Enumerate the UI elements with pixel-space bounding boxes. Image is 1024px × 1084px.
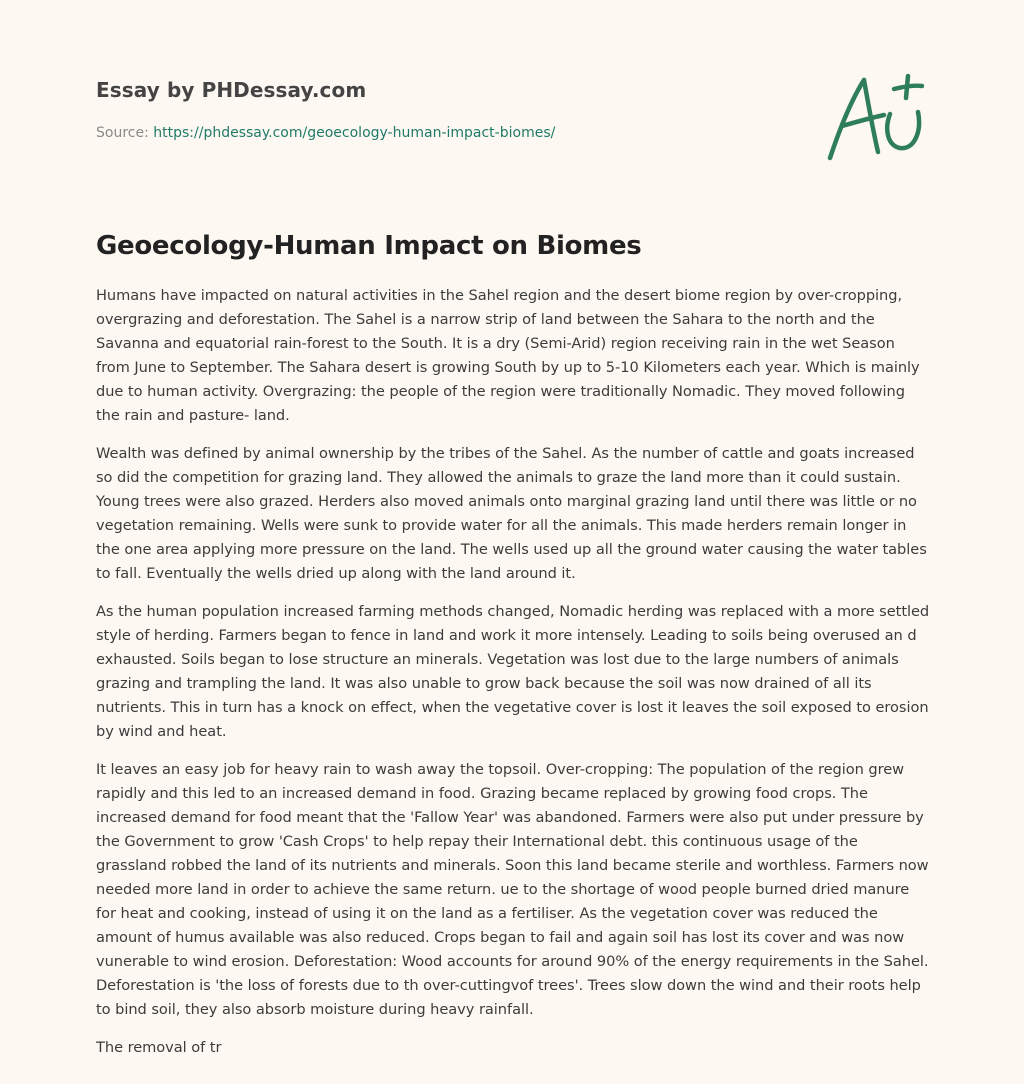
page-header [96,76,796,143]
paragraph-truncated: The removal of tr [96,1039,222,1056]
source-label: Source: [96,125,154,141]
paragraph: Wealth was defined by animal ownership by the tribes of the Sahel. As the number of cattle and goats increased so did the competition for grazing land. They allowed the animals to graze the land more than it could sustain. Young trees were also grazed. Herders also moved animals onto marginal grazing land until there was little or no vegetation remaining. Wells were sunk to provide water for all the animals. This made herders remain longer in the one area applying more pressure on the land. The wells used up all the ground water causing the water tables to fall. Eventually the wells dried up along with the land around it. [96,445,927,582]
paragraph: As the human population increased farming methods changed, Nomadic herding was replaced with a more settled style of herding. Farmers began to fence in land and work it more intensely. Leading to soils being overused an d exhausted. Soils began to lose structure an minerals. Vegetation was lost due to the large numbers of animals grazing and trampling the land. It was also unable to grow back because the soil was now drained of all its nutrients. This in turn has a knock on effect, when the vegetative cover is lost it leaves the soil exposed to erosion by wind and heat. [96,603,930,740]
source-link[interactable]: https://phdessay.com/geoecology-human-impact-biomes/ [153,125,556,141]
a-plus-grade-icon [822,68,932,164]
article-body [96,284,932,1074]
paragraph: Humans have impacted on natural activities in the Sahel region and the desert biome region by over-cropping, overgrazing and deforestation. The Sahel is a narrow strip of land between the Sahara to the north and the Savanna and equatorial rain-forest to the South. It is a dry (Semi-Arid) region receiving rain in the wet Season from June to September. The Sahara desert is growing South by up to 5-10 Kilometers each year. Which is mainly due to human activity. Overgrazing: the people of the region were traditionally Nomadic. They moved following the rain and pasture- land. [96,287,920,424]
site-brand: Essay by PHDessay.com [96,78,367,102]
source-line [96,123,796,143]
paragraph: It leaves an easy job for heavy rain to wash away the topsoil. Over-cropping: The population of the region grew rapidly and this led to an increased demand in food. Grazing became replaced by growing food crops. The increased demand for food meant that the 'Fallow Year' was abandoned. Farmers were also put under pressure by the Government to grow 'Cash Crops' to help repay their International debt. this continuous usage of the grassland robbed the land of its nutrients and minerals. Soon this land became sterile and worthless. Farmers now needed more land in order to achieve the same return. ue to the shortage of wood people burned dried manure for heat and cooking, instead of using it on the land as a fertiliser. As the vegetation cover was reduced the amount of humus available was also reduced. Crops began to fail and again soil has lost its cover and was now vunerable to wind erosion. Deforestation: Wood accounts for around 90% of the energy requirements in the Sahel. Deforestation is 'the loss of forests due to th over-cuttingvof trees'. Trees slow down the wind and their roots help to bind soil, they also absorb moisture during heavy rainfall. [96,761,929,1018]
page-title: Geoecology-Human Impact on Biomes [96,231,642,261]
